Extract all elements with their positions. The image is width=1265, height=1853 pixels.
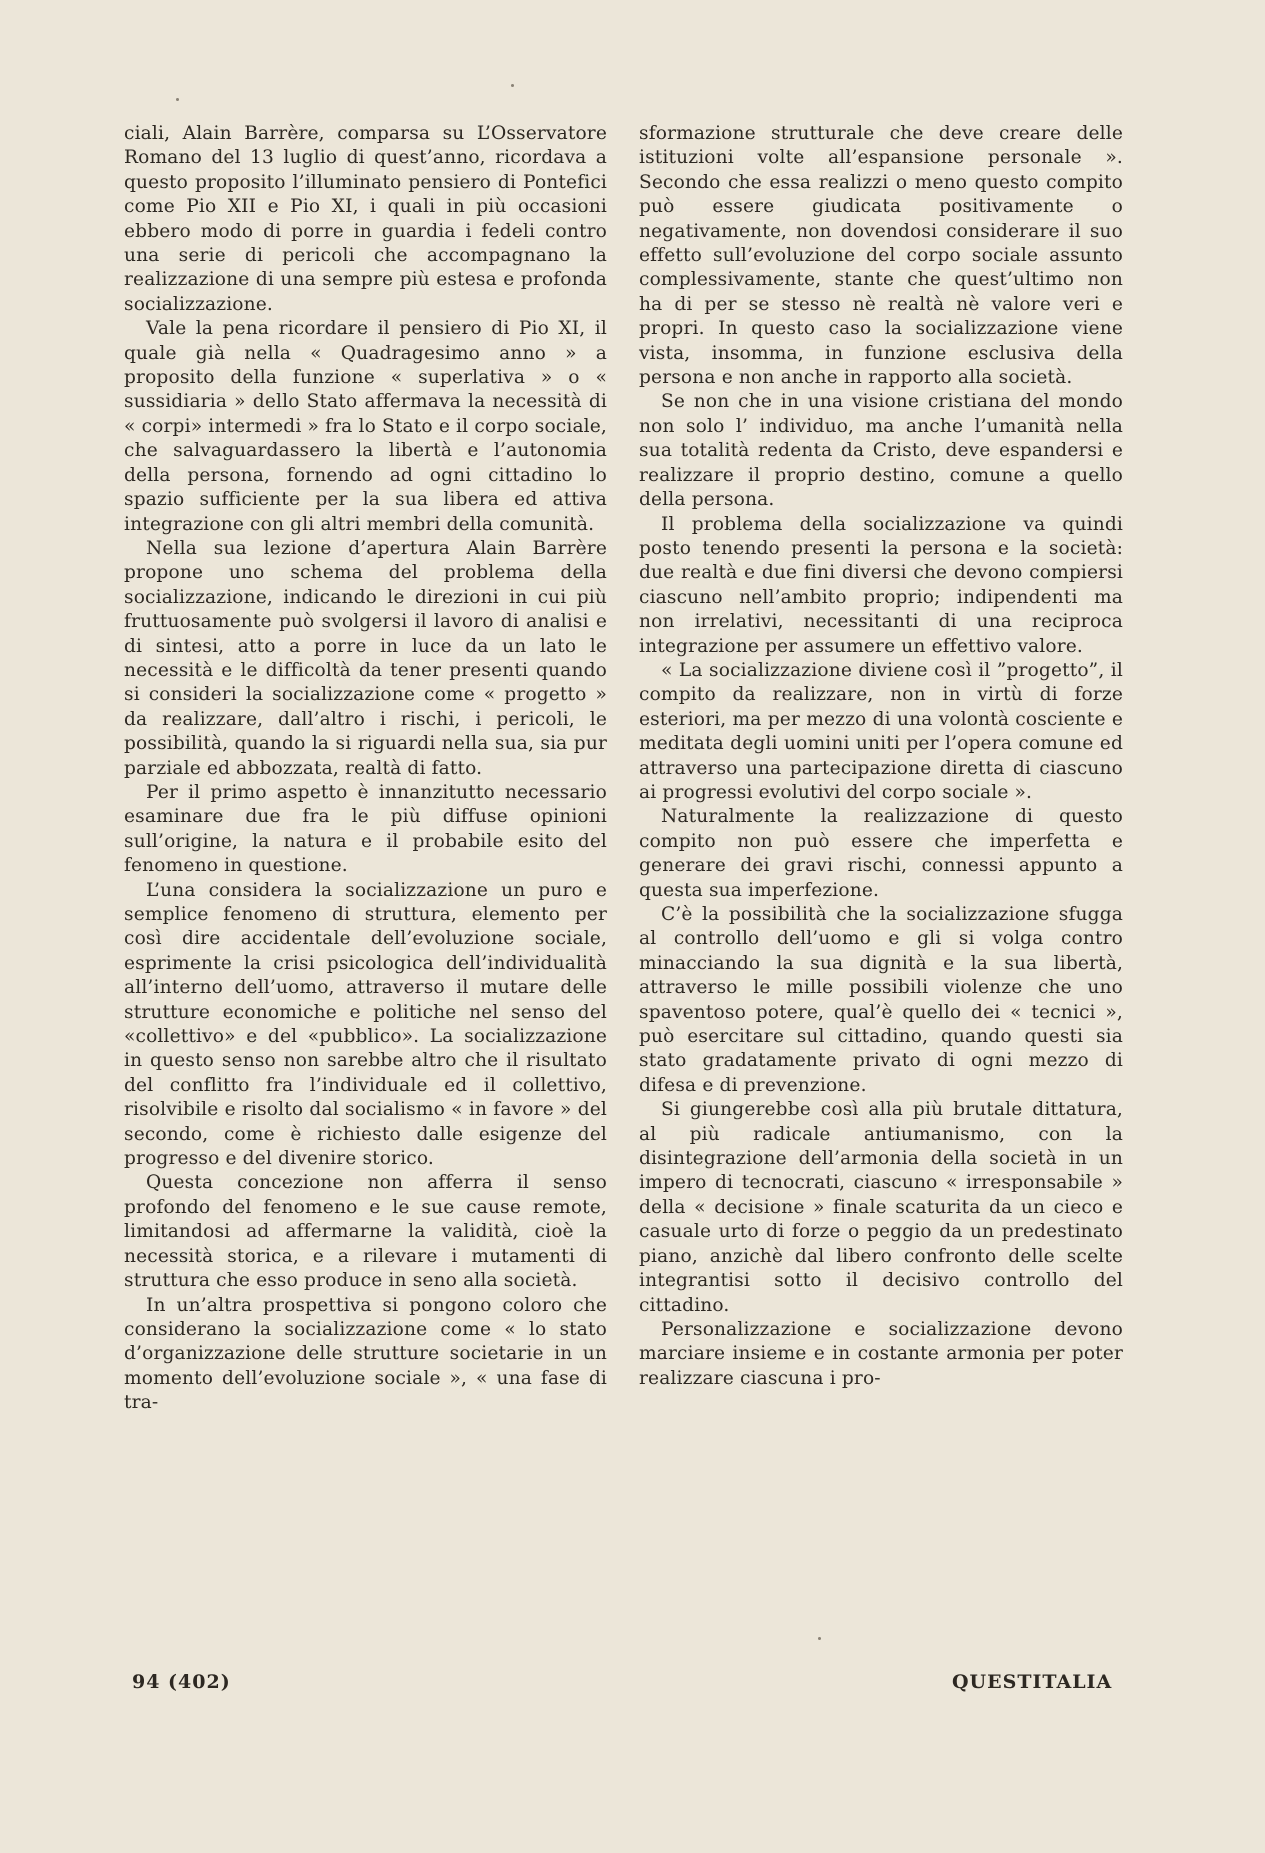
left-paragraph-7: In un’altra prospettiva si pongono coloro che considerano la socializzazione come « lo stato d’organizzazione delle strutture societarie in un momento dell’evoluzione sociale », « una fase di tra- xyxy=(124,1294,607,1414)
right-paragraph-1: sformazione strutturale che deve creare delle istituzioni volte all’espansione personale ». Secondo che essa realizzi o meno questo compito può essere giudicata positivamente o negativamente, non dovendosi considerare il suo effetto sull’evoluzione del corpo sociale assunto complessivamente, stante che quest’ultimo non ha di per se stesso nè realtà nè valore veri e propri. In questo caso la socializzazione viene vista, insomma, in funzione esclusiva della persona e non anche in rapporto alla società. xyxy=(639,123,1123,389)
right-paragraph-6: C’è la possibilità che la socializzazione sfugga al controllo dell’uomo e gli si volga contro minacciando la sua dignità e la sua libertà, attraverso le mille possibili violenze che uno spaventoso potere, qual’è quello dei « tecnici », può esercitare sul cittadino, quando questi sia stato gradatamente privato di ogni mezzo di difesa e di prevenzione. xyxy=(639,904,1123,1096)
right-paragraph-2: Se non che in una visione cristiana del mondo non solo l’ individuo, ma anche l’umanità nella sua totalità redenta da Cristo, deve espandersi e realizzare il proprio destino, comune a quello della persona. xyxy=(639,391,1123,511)
left-column xyxy=(124,122,607,1416)
left-paragraph-5: L’una considera la socializzazione un puro e semplice fenomeno di struttura, elemento per così dire accidentale dell’evoluzione sociale, esprimente la crisi psicologica dell’individualità all’interno dell’uomo, attraverso il mutare delle strutture economiche e politiche nel senso del «collettivo» e del «pubblico». La socializzazione in questo senso non sarebbe altro che il risultato del conflitto fra l’individuale ed il collettivo, risolvibile e risolto dal socialismo « in favore » del secondo, come è richiesto dalle esigenze del progresso e del divenire storico. xyxy=(124,879,607,1170)
left-paragraph-2: Vale la pena ricordare il pensiero di Pio XI, il quale già nella « Quadragesimo anno » a proposito della funzione « superlativa » o « sussidiaria » dello Stato affermava la necessità di « corpi» intermedi » fra lo Stato e il corpo sociale, che salvaguardassero la libertà e l’autonomia della persona, fornendo ad ogni cittadino lo spazio sufficiente per la sua libera ed attiva integrazione con gli altri membri della comunità. xyxy=(124,318,607,535)
left-paragraph-1: ciali, Alain Barrère, comparsa su L’Osservatore Romano del 13 luglio di quest’anno, ricordava a questo proposito l’illuminato pensiero di Pontefici come Pio XII e Pio XI, i quali in più occasioni ebbero modo di porre in guardia i fedeli contro una serie di pericoli che accompagnano la realizzazione di una sempre più estesa e profonda socializzazione. xyxy=(124,123,607,315)
right-paragraph-3: Il problema della socializzazione va quindi posto tenendo presenti la persona e la società: due realtà e due fini diversi che devono compiersi ciascuno nell’ambito proprio; indipendenti ma non irrelativi, necessitanti di una reciproca integrazione per assumere un effettivo valore. xyxy=(639,513,1123,657)
paper-speck xyxy=(511,84,514,87)
left-paragraph-4: Per il primo aspetto è innanzitutto necessario esaminare due fra le più diffuse opinioni sull’origine, la natura e il probabile esito del fenomeno in questione. xyxy=(124,781,607,877)
right-column xyxy=(639,122,1123,1391)
paper-speck xyxy=(176,98,179,101)
right-paragraph-5: Naturalmente la realizzazione di questo compito non può essere che imperfetta e generare dei gravi rischi, connessi appunto a questa sua imperfezione. xyxy=(639,806,1123,901)
magazine-title: QUESTITALIA xyxy=(952,1671,1113,1693)
left-paragraph-6: Questa concezione non afferra il senso profondo del fenomeno e le sue cause remote, limitandosi ad affermarne la validità, cioè la necessità storica, e a rilevare i mutamenti di struttura che esso produce in seno alla società. xyxy=(124,1172,607,1292)
right-paragraph-7: Si giungerebbe così alla più brutale dittatura, al più radicale antiumanismo, con la disintegrazione dell’armonia della società in un impero di tecnocrati, ciascuno « irresponsabile » della « decisione » finale scaturita da un cieco e casuale urto di forze o peggio da un predestinato piano, anzichè dal libero confronto delle scelte integrantisi sotto il decisivo controllo del cittadino. xyxy=(639,1099,1123,1316)
left-paragraph-3: Nella sua lezione d’apertura Alain Barrère propone uno schema del problema della socializzazione, indicando le direzioni in cui più fruttuosamente può svolgersi il lavoro di analisi e di sintesi, atto a porre in luce da un lato le necessità e le difficoltà da tener presenti quando si consideri la socializzazione come « progetto » da realizzare, dall’altro i rischi, i pericoli, le possibilità, quando la si riguardi nella sua, sia pur parziale ed abbozzata, realtà di fatto. xyxy=(124,537,607,779)
right-paragraph-8: Personalizzazione e socializzazione devono marciare insieme e in costante armonia per poter realizzare ciascuna i pro- xyxy=(639,1318,1123,1389)
page-number: 94 (402) xyxy=(132,1671,231,1693)
right-paragraph-4: « La socializzazione diviene così il ”progetto”, il compito da realizzare, non in virtù di forze esteriori, ma per mezzo di una volontà cosciente e meditata degli uomini uniti per l’opera comune ed attraverso una partecipazione diretta di ciascuno ai progressi evolutivi del corpo sociale ». xyxy=(639,659,1123,803)
paper-speck xyxy=(818,1637,821,1640)
